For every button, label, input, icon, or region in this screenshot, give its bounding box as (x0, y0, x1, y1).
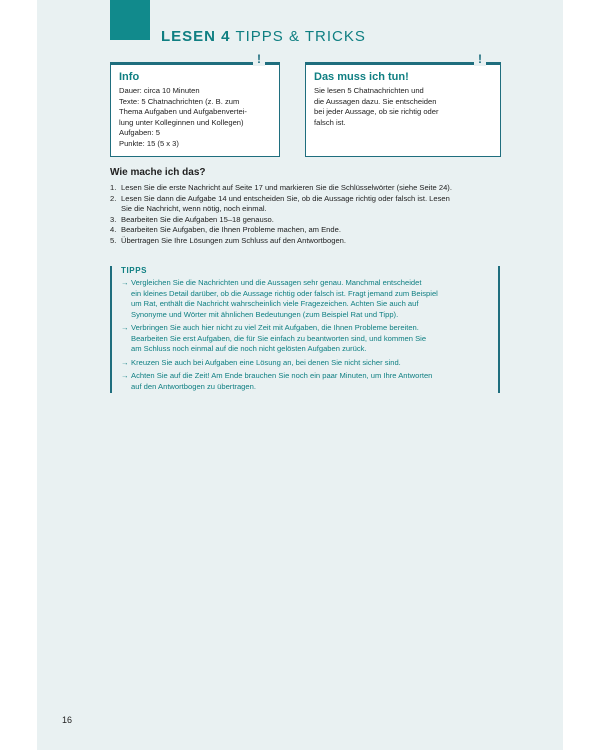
page-title (161, 28, 366, 45)
tip-text: am Schluss noch einmal auf die noch nicht gelösten Aufgaben zurück. (131, 344, 367, 353)
step-text: Lesen Sie die erste Nachricht auf Seite 17 und markieren Sie die Schlüsselwörter (siehe Seite 24). (121, 183, 452, 192)
info-line: Aufgaben: 5 (119, 128, 160, 137)
step-item (110, 183, 510, 194)
arrow-right-icon: → (121, 357, 129, 367)
tip-text: ein kleines Detail darüber, ob die Aussage richtig oder falsch ist. Fragt jemand zum Beispiel (131, 288, 438, 298)
step-item (110, 236, 510, 247)
step-item (110, 194, 510, 215)
exclamation-icon: ! (253, 52, 265, 66)
step-text: Übertragen Sie Ihre Lösungen zum Schluss auf den Antwortbogen. (121, 235, 347, 245)
info-box (110, 52, 280, 157)
tip-text: Verbringen Sie auch hier nicht zu viel Zeit mit Aufgaben, die Ihnen Probleme bereiten. (131, 323, 419, 332)
header-color-block (110, 0, 150, 40)
tip-text: Bearbeiten Sie erst Aufgaben, die für Sie einfach zu beantworten sind, und kommen Sie (131, 333, 427, 343)
info-line: Thema Aufgaben und Aufgabenvertei- (119, 107, 247, 116)
info-line: Punkte: 15 (5 x 3) (119, 138, 179, 148)
arrow-right-icon: → (121, 323, 129, 332)
tip-text: Kreuzen Sie auch bei Aufgaben eine Lösung an, bei denen Sie nicht sicher sind. (131, 357, 401, 367)
info-line: lung unter Kolleginnen und Kollegen) (119, 117, 244, 127)
step-number: 5. (110, 235, 117, 245)
step-number: 3. (110, 214, 117, 224)
exclamation-icon: ! (474, 52, 486, 66)
howto-steps (110, 183, 510, 246)
step-number: 4. (110, 225, 117, 234)
title-subtitle: TIPPS & TRICKS (235, 28, 366, 45)
info-line: Dauer: circa 10 Minuten (119, 86, 200, 95)
step-number: 1. (110, 183, 117, 192)
tip-item (121, 278, 498, 320)
step-item (110, 225, 510, 236)
tip-item (121, 323, 498, 355)
arrow-right-icon: → (121, 278, 129, 287)
task-line: die Aussagen dazu. Sie entscheiden (314, 96, 437, 106)
info-box-heading: Info (119, 71, 140, 83)
step-text: Lesen Sie dann die Aufgabe 14 und entscheiden Sie, ob die Aussage richtig oder falsch ist. Lesen (121, 193, 450, 203)
tip-item (121, 371, 498, 392)
page-number: 16 (62, 715, 73, 725)
task-box (305, 52, 501, 157)
step-text: Bearbeiten Sie Aufgaben, die Ihnen Probleme machen, am Ende. (121, 225, 341, 234)
step-item (110, 215, 510, 226)
tips-heading: TIPPS (121, 266, 148, 275)
howto-heading: Wie mache ich das? (110, 167, 206, 178)
tip-text: um Rat, enthält die Nachricht wahrscheinlich viele Fragezeichen. Achten Sie auch auf (131, 299, 419, 308)
info-line: Texte: 5 Chatnachrichten (z. B. zum (119, 96, 240, 106)
arrow-right-icon: → (121, 371, 129, 380)
tip-text: Synonyme und Wörter mit ähnlichen Bedeutungen (zum Beispiel Rat und Tipp). (131, 309, 399, 319)
tip-item (121, 358, 498, 369)
title-section-label: LESEN 4 (161, 28, 231, 45)
step-number: 2. (110, 193, 117, 203)
step-text: Bearbeiten Sie die Aufgaben 15–18 genauso. (121, 214, 274, 224)
tips-box (110, 266, 500, 393)
tip-text: Vergleichen Sie die Nachrichten und die Aussagen sehr genau. Manchmal entscheidet (131, 278, 422, 287)
task-line: Sie lesen 5 Chatnachrichten und (314, 86, 424, 95)
task-box-heading: Das muss ich tun! (314, 71, 409, 83)
tip-text: auf den Antwortbogen zu übertragen. (131, 381, 256, 391)
tip-text: Achten Sie auf die Zeit! Am Ende brauchen Sie noch ein paar Minuten, um Ihre Antworten (131, 371, 433, 380)
task-line: bei jeder Aussage, ob sie richtig oder (314, 107, 439, 116)
step-text: Sie die Nachricht, wenn nötig, noch einmal. (121, 204, 267, 213)
task-line: falsch ist. (314, 117, 346, 127)
